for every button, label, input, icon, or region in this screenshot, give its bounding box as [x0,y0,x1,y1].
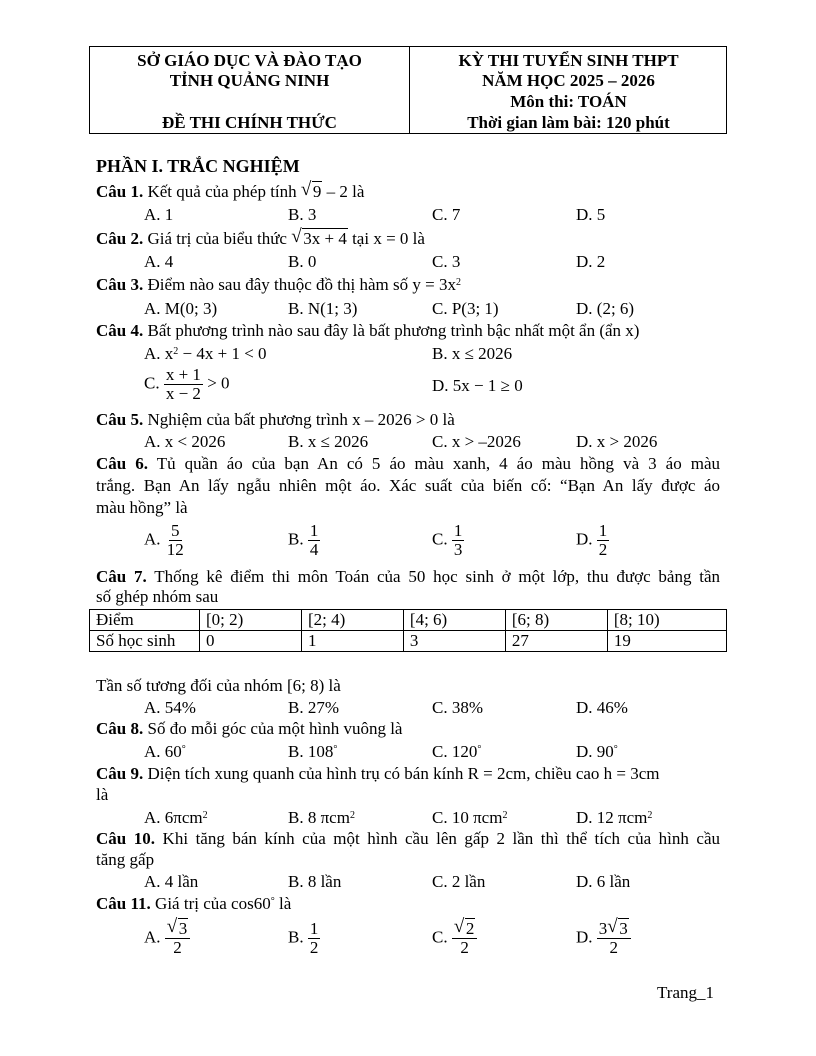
q11-b-fraction [308,920,321,957]
q4-c-den: x − 2 [165,384,201,403]
q6-line3: màu hồng” là [96,498,188,517]
q2-option-a: A. 4 [144,252,174,271]
q4-c-pre: C. [144,373,160,393]
q5-option-a: A. x < 2026 [144,432,226,451]
q9-option-b [288,808,355,828]
q6-a-fraction [165,522,186,559]
q11-a-num: √ 3 [165,920,191,939]
exam-subject: Môn thi: TOÁN [510,92,627,111]
q11-option-d [576,916,631,957]
table-row [90,610,727,631]
q4-c-fraction [164,366,203,403]
q9-option-a [144,808,208,828]
exam-line2: NĂM HỌC 2025 – 2026 [482,71,655,90]
q2-label: Câu 2. [96,229,144,248]
q3-option-a: A. M(0; 3) [144,299,218,318]
question-6-line1 [96,454,720,474]
q6-option-d [576,522,609,559]
q7-option-a: A. 54% [144,698,196,717]
question-3 [96,275,461,295]
q11-text-pre: Giá trị của [155,894,227,913]
table-row [90,631,727,652]
q1-label: Câu 1. [96,182,144,201]
q6-label: Câu 6. [96,454,149,473]
question-9 [96,764,660,784]
q8-text: Số đo mỗi góc của một hình vuông là [147,719,403,738]
q6-d-den: 2 [598,540,608,559]
q10-option-d: D. 6 lần [576,872,631,891]
q3-option-d: D. (2; 6) [576,299,635,318]
q10-option-c: C. 2 lần [432,872,486,891]
q11-option-b [288,920,320,957]
part-title: PHẦN I. TRẮC NGHIỆM [96,156,300,176]
q6-d-fraction [597,522,610,559]
q11-label: Câu 11. [96,894,151,913]
degree-symbol: ° [613,744,618,755]
table-cell: 1 [301,631,403,652]
q4-option-c [144,366,230,403]
q1-option-c: C. 7 [432,205,461,224]
q1-option-a: A. 1 [144,205,174,224]
q10-option-a: A. 4 lần [144,872,199,891]
q5-option-c: C. x > –2026 [432,432,521,451]
q11-d-fraction [597,916,631,957]
q6-a-num: 5 [171,521,180,540]
q9-b-text: B. 8 πcm [288,808,350,827]
q10-line2: tăng gấp [96,850,155,869]
q6-line1: Tủ quần áo của bạn An có 5 áo màu xanh, 4 áo màu hồng và 3 áo màu [156,454,721,473]
q6-b-num: 1 [309,521,319,540]
q5-option-d: D. x > 2026 [576,432,658,451]
q5-option-b: B. x ≤ 2026 [288,432,369,451]
q8-option-a [144,742,186,762]
q1-sqrt: √ 9 [300,179,322,201]
q11-a-fraction [165,916,191,957]
q6-d-num: 1 [598,521,608,540]
q11-b-den: 2 [309,938,319,957]
squared-exp: 2 [349,810,355,821]
q4-label: Câu 4. [96,321,144,340]
q4-option-a [144,344,267,364]
q7-line2: số ghép nhóm sau [96,587,219,606]
question-7-line1 [96,567,720,587]
q2-option-c: C. 3 [432,252,461,271]
q2-text-post: tại x = 0 là [352,229,425,248]
q4-option-d: D. 5x − 1 ≥ 0 [432,376,523,395]
q8-option-b [288,742,337,762]
q6-b-den: 4 [309,540,319,559]
q11-c-den: 2 [460,938,469,957]
exam-time: Thời gian làm bài: 120 phút [467,113,670,132]
q3-text: Điểm nào sau đây thuộc đồ thị hàm số [147,275,409,294]
official-label: ĐỀ THI CHÍNH THỨC [162,113,337,132]
q7-option-d: D. 46% [576,698,628,717]
q2-option-d: D. 2 [576,252,606,271]
q6-a-label: A. [144,529,161,549]
q7-line1: Thống kê điểm thi môn Toán của 50 học sinh ở một lớp, thu được bảng tần [154,567,721,586]
table-header-cell: [6; 8) [505,610,607,631]
q10-option-b: B. 8 lần [288,872,342,891]
q11-option-a [144,916,190,957]
q7-label: Câu 7. [96,567,147,586]
q7-option-b: B. 27% [288,698,339,717]
q6-option-c [432,522,464,559]
q2-radicand: 3x + 4 [303,229,347,248]
degree-symbol: ° [181,744,186,755]
q7-question: Tần số tương đối của nhóm [6; 8) là [96,676,341,695]
q9-d-text: D. 12 πcm [576,808,648,827]
q1-option-d: D. 5 [576,205,606,224]
q6-a-den: 12 [166,540,184,559]
squared-exp: 2 [647,810,653,821]
q11-a-rad: 3 [178,919,188,938]
table-cell: 0 [200,631,302,652]
q9-label: Câu 9. [96,764,144,783]
q4-text: Bất phương trình nào sau đây là bất phương trình bậc nhất một ẩn (ẩn x) [147,321,640,340]
degree-symbol: ° [270,896,275,907]
q2-text: Giá trị của biểu thức [147,229,287,248]
q6-d-label: D. [576,529,593,549]
table-cell: 19 [607,631,726,652]
question-1 [96,179,365,202]
q3-exp: 2 [455,277,461,288]
question-8 [96,719,402,739]
q4-c-post: > 0 [207,373,230,393]
q1-text: Kết quả của phép tính [147,182,297,201]
q11-d-den: 2 [609,938,619,957]
question-10 [96,829,720,849]
q3-option-c: C. P(3; 1) [432,299,499,318]
q4-option-b: B. x ≤ 2026 [432,344,513,363]
table-header-cell: Điểm [90,610,200,631]
question-2 [96,226,425,249]
q6-c-label: C. [432,529,448,549]
table-cell: 27 [505,631,607,652]
exam-line1: KỲ THI TUYỂN SINH THPT [458,51,679,70]
frequency-table [89,609,727,652]
q4-a-post: − 4x + 1 < 0 [178,344,267,363]
page-footer: Trang_1 [657,983,714,1002]
q6-c-den: 3 [453,540,463,559]
table-cell: 3 [403,631,505,652]
q1-expr-post: – 2 [326,182,348,201]
q1-option-b: B. 3 [288,205,317,224]
q11-d-label: D. [576,927,593,947]
q8-label: Câu 8. [96,719,144,738]
q11-a-label: A. [144,927,161,947]
q4-a-pre: A. [144,344,161,363]
q1-radicand: 9 [312,182,322,201]
degree-symbol: ° [333,744,338,755]
q6-b-label: B. [288,529,304,549]
dept-line1: SỞ GIÁO DỤC VÀ ĐÀO TẠO [137,51,362,70]
table-cell: Số học sinh [90,631,200,652]
q7-option-c: C. 38% [432,698,483,717]
q6-line2: trắng. Bạn An lấy ngẫu nhiên một áo. Xác suất của biến cố: “Bạn An lấy được áo [96,476,720,495]
q3-label: Câu 3. [96,275,144,294]
q8-b-text: B. 108 [288,742,334,761]
squared-exp: 2 [202,810,208,821]
q2-sqrt: √ 3x + 4 [291,226,347,248]
q6-option-b [288,522,320,559]
header-table [89,46,727,134]
table-header-cell: [0; 2) [200,610,302,631]
squared-exp: 2 [502,810,508,821]
question-11 [96,894,291,914]
q9-line1: Diện tích xung quanh của hình trụ có bán kính R = 2cm, chiều cao h = 3cm [147,764,660,783]
q2-option-b: B. 0 [288,252,317,271]
q4-a-x: x [164,344,174,363]
dept-line2: TỈNH QUẢNG NINH [169,71,330,90]
q8-d-text: D. 90 [576,742,614,761]
q4-c-num: x + 1 [165,365,201,384]
q11-text-post: là [278,894,292,913]
q11-c-rad: 2 [465,919,475,938]
q11-expr: cos60 [231,894,271,913]
q6-option-a [144,522,186,559]
q9-a-text: A. 6πcm [144,808,203,827]
q11-c-num: √ 2 [452,920,478,939]
q11-c-fraction [452,916,478,957]
q3-func: y = 3x [412,275,456,294]
q9-option-c [432,808,507,828]
table-header-cell: [4; 6) [403,610,505,631]
q1-text-post: là [352,182,365,201]
q11-option-c [432,916,477,957]
q9-option-d [576,808,652,828]
q6-b-fraction [308,522,321,559]
q11-b-label: B. [288,927,304,947]
q8-a-text: A. 60 [144,742,182,761]
q9-c-text: C. 10 πcm [432,808,503,827]
q5-label: Câu 5. [96,410,144,429]
q4-a-exp: 2 [173,346,179,357]
q11-a-den: 2 [173,938,182,957]
q6-c-num: 1 [453,521,463,540]
q10-line1: Khi tăng bán kính của một hình cầu lên gấp 2 lần thì thể tích của hình cầu [162,829,721,848]
q6-c-fraction [452,522,465,559]
q11-d-coef: 3 [598,919,608,938]
q8-option-c [432,742,481,762]
q5-text: Nghiệm của bất phương trình x – 2026 > 0 là [147,410,455,429]
q11-d-rad: 3 [619,919,628,938]
q11-d-num: 3 √ 3 [597,920,631,939]
degree-symbol: ° [477,744,482,755]
question-5 [96,410,455,430]
q8-c-text: C. 120 [432,742,478,761]
q10-label: Câu 10. [96,829,156,848]
table-header-cell: [2; 4) [301,610,403,631]
q8-option-d [576,742,618,762]
q11-c-label: C. [432,927,448,947]
table-header-cell: [8; 10) [607,610,726,631]
question-4 [96,321,639,341]
q3-option-b: B. N(1; 3) [288,299,358,318]
q11-b-num: 1 [309,919,319,938]
q9-line2: là [96,785,109,804]
